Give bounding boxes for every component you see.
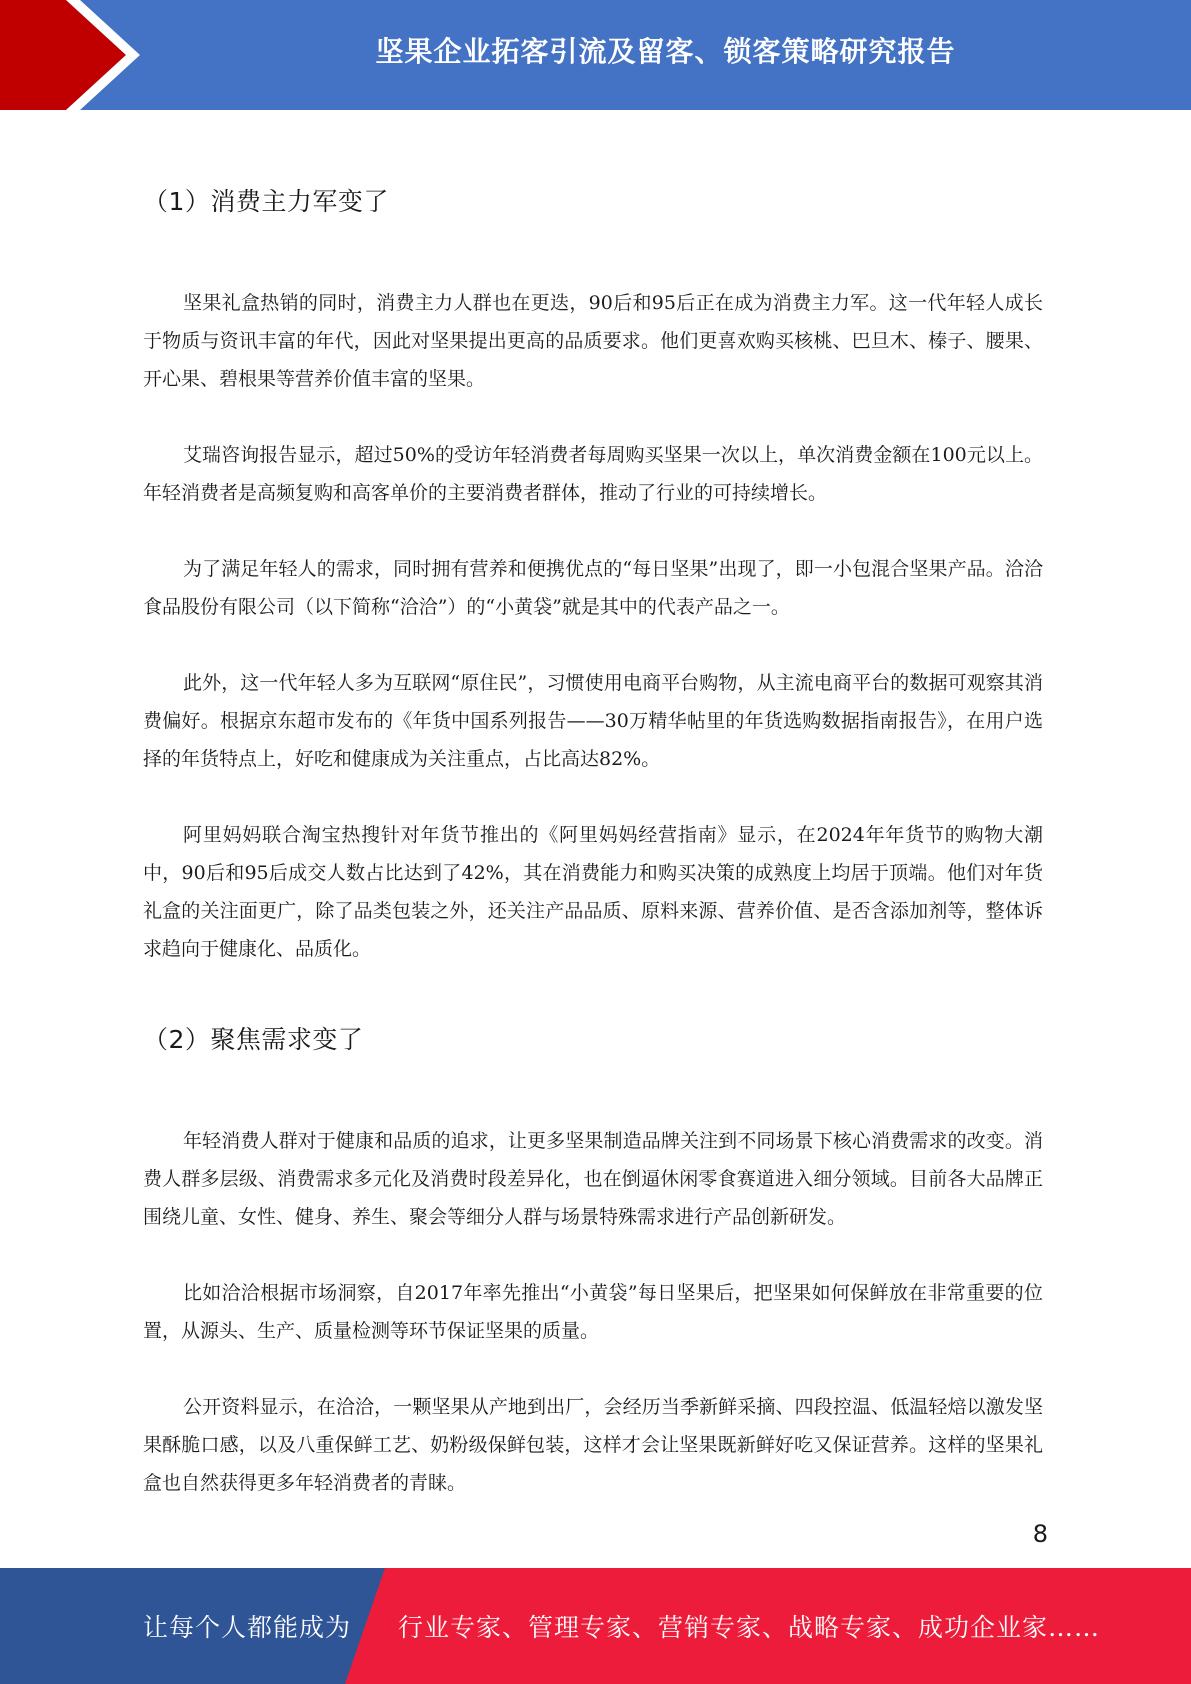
footer-slogan-left: 让每个人都能成为 [143, 1613, 352, 1642]
section-heading: （2）聚焦需求变了 [143, 1025, 364, 1054]
section-demand-shift [143, 1020, 1043, 1502]
paragraph: 公开资料显示，在洽洽，一颗坚果从产地到出厂，会经历当季新鲜采摘、四段控温、低温轻焙以激发坚果酥脆口感，以及八重保鲜工艺、奶粉级保鲜包装，这样才会让坚果既新鲜好吃又保证营养。这样的坚果礼盒也自然获得更多年轻消费者的青睐。 [143, 1396, 1043, 1494]
footer-slogan-right: 行业专家、管理专家、营销专家、战略专家、成功企业家…… [398, 1613, 1101, 1642]
paragraph: 为了满足年轻人的需求，同时拥有营养和便携优点的“每日坚果”出现了，即一小包混合坚果产品。洽洽食品股份有限公司（以下简称“洽洽”）的“小黄袋”就是其中的代表产品之一。 [143, 558, 1043, 618]
section-heading: （1）消费主力军变了 [143, 187, 389, 216]
main-content [143, 170, 1043, 1540]
report-footer [0, 1568, 1191, 1684]
section-consumer-shift [143, 182, 1043, 968]
paragraph: 艾瑞咨询报告显示，超过50%的受访年轻消费者每周购买坚果一次以上，单次消费金额在100元以上。年轻消费者是高频复购和高客单价的主要消费者群体，推动了行业的可持续增长。 [143, 444, 1043, 504]
paragraph: 年轻消费人群对于健康和品质的追求，让更多坚果制造品牌关注到不同场景下核心消费需求的改变。消费人群多层级、消费需求多元化及消费时段差异化，也在倒逼休闲零食赛道进入细分领域。目前各大品牌正围绕儿童、女性、健身、养生、聚会等细分人群与场景特殊需求进行产品创新研发。 [143, 1130, 1043, 1228]
red-chevron-icon [0, 0, 160, 110]
paragraph: 此外，这一代年轻人多为互联网“原住民”，习惯使用电商平台购物，从主流电商平台的数据可观察其消费偏好。根据京东超市发布的《年货中国系列报告——30万精华帖里的年货选购数据指南报告》，在用户选择的年货特点上，好吃和健康成为关注重点，占比高达82%。 [143, 672, 1043, 770]
paragraph: 坚果礼盒热销的同时，消费主力人群也在更迭，90后和95后正在成为消费主力军。这一代年轻人成长于物质与资讯丰富的年代，因此对坚果提出更高的品质要求。他们更喜欢购买核桃、巴旦木、榛子、腰果、开心果、碧根果等营养价值丰富的坚果。 [143, 292, 1043, 390]
page-number: 8 [1032, 1520, 1048, 1548]
report-title: 坚果企业拓客引流及留客、锁客策略研究报告 [375, 35, 956, 68]
report-header [0, 0, 1191, 110]
paragraph: 比如洽洽根据市场洞察，自2017年率先推出“小黄袋”每日坚果后，把坚果如何保鲜放在非常重要的位置，从源头、生产、质量检测等环节保证坚果的质量。 [143, 1282, 1043, 1342]
paragraph: 阿里妈妈联合淘宝热搜针对年货节推出的《阿里妈妈经营指南》显示，在2024年年货节的购物大潮中，90后和95后成交人数占比达到了42%，其在消费能力和购买决策的成熟度上均居于顶端。他们对年货礼盒的关注面更广，除了品类包装之外，还关注产品品质、原料来源、营养价值、是否含添加剂等，整体诉求趋向于健康化、品质化。 [143, 824, 1043, 960]
